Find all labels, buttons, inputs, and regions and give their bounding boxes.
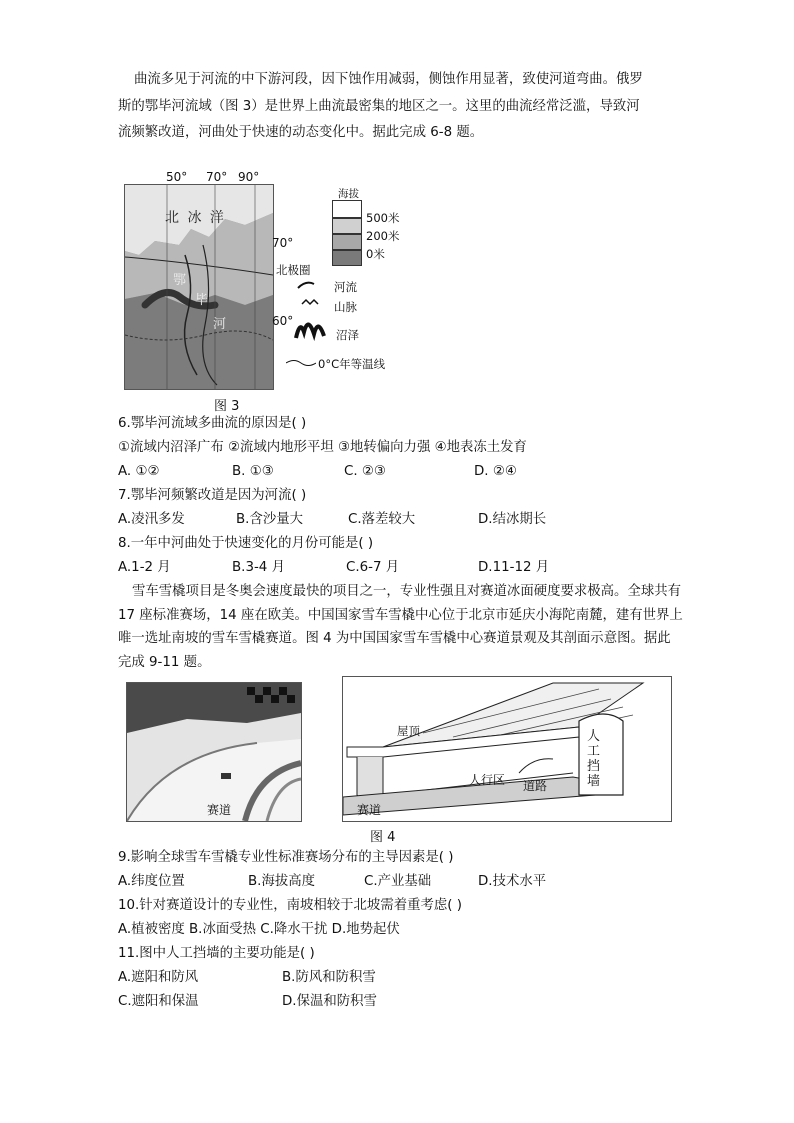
q6-items: ①流域内沼泽广布 ②流域内地形平坦 ③地转偏向力强 ④地表冻土发育 (118, 440, 527, 455)
track-channel (357, 757, 383, 799)
lon-label-70: 70° (206, 170, 228, 184)
lat-label-70: 70° (272, 236, 294, 250)
q6-option-b: B. ①③ (232, 464, 274, 479)
ocean-label: 北 冰 洋 (165, 210, 226, 226)
track-cross-section (343, 677, 671, 821)
legend-swamp: 沼泽 (336, 328, 359, 342)
basin-label-3: 河 (213, 317, 227, 332)
legend-symbols (292, 276, 332, 346)
q11-stem: 11.图中人工挡墙的主要功能是( ) (118, 946, 315, 961)
legend-swatch-low (332, 234, 362, 250)
passage1-line1: 曲流多见于河流的中下游河段，因下蚀作用减弱，侧蚀作用显著，致使河道弯曲。俄罗 (134, 72, 643, 87)
q7-stem: 7.鄂毕河频繁改道是因为河流( ) (118, 488, 307, 503)
q7-option-b: B.含沙量大 (236, 512, 304, 527)
q8-option-c: C.6-7 月 (346, 560, 400, 575)
legend-swatch-sea (332, 250, 362, 266)
q10-stem: 10.针对赛道设计的专业性，南坡相较于北坡需着重考虑( ) (118, 898, 462, 913)
q7-option-c: C.落差较大 (348, 512, 416, 527)
lon-label-90: 90° (238, 170, 260, 184)
photo-track-label: 赛道 (207, 803, 232, 817)
legend-river: 河流 (334, 280, 357, 294)
label-track: 赛道 (357, 803, 382, 817)
label-roof: 屋顶 (397, 724, 420, 738)
q7-option-d: D.结冰期长 (478, 512, 547, 527)
lat-label-60: 60° (272, 314, 294, 328)
label-road: 道路 (523, 779, 548, 793)
legend-title: 海拔 (338, 188, 359, 200)
isotherm-legend-icon (286, 358, 316, 368)
basin-label-1: 鄂 (173, 273, 187, 288)
q6-stem: 6.鄂毕河流域多曲流的原因是( ) (118, 416, 307, 431)
passage1-line3: 流频繁改道，河曲处于快速的动态变化中。据此完成 6-8 题。 (118, 125, 484, 140)
figure4-caption: 图 4 (370, 830, 396, 845)
mountain-legend-icon (302, 300, 318, 304)
passage1-line2: 斯的鄂毕河流域（图 3）是世界上曲流最密集的地区之一。这里的曲流经常泛滥，导致河 (118, 99, 640, 114)
q9-option-b: B.海拔高度 (248, 874, 316, 889)
q9-option-c: C.产业基础 (364, 874, 432, 889)
q9-option-d: D.技术水平 (478, 874, 547, 889)
arctic-circle-label: 北极圈 (276, 263, 311, 277)
q6-option-d: D. ②④ (474, 464, 517, 479)
figure3-map (124, 184, 274, 390)
legend-200: 200米 (366, 229, 400, 243)
figure3-caption: 图 3 (214, 399, 240, 414)
q11-option-c: C.遮阳和保温 (118, 994, 199, 1009)
q8-option-b: B.3-4 月 (232, 560, 285, 575)
figure4-diagram (342, 676, 672, 822)
label-pedestrian: 人行区 (469, 773, 506, 787)
q9-option-a: A.纬度位置 (118, 874, 185, 889)
q6-option-c: C. ②③ (344, 464, 386, 479)
legend-mountain: 山脉 (334, 300, 357, 314)
legend-isotherm: 0°C年等温线 (318, 357, 386, 371)
passage2: 雪车雪橇项目是冬奥会速度最快的项目之一，专业性强且对赛道冰面硬度要求极高。全球共有 17 座标准赛场，14 座在欧美。中国国家雪车雪橇中心位于北京市延庆小海陀南麓，建有世界上唯一选址南坡的雪车雪橇赛道。图 4 为中国国家雪车雪橇中心赛道景观及其剖面示意图。据此完成 9-11 题。 (118, 584, 683, 670)
river-legend-icon (298, 283, 314, 288)
q6-option-a: A. ①② (118, 464, 160, 479)
figure4-photo (126, 682, 302, 822)
q9-stem: 9.影响全球雪车雪橇专业性标准赛场分布的主导因素是( ) (118, 850, 454, 865)
legend-swatch-high (332, 200, 362, 218)
q11-option-b: B.防风和防积雪 (282, 970, 376, 985)
q8-stem: 8.一年中河曲处于快速变化的月份可能是( ) (118, 536, 374, 551)
q7-option-a: A.凌汛多发 (118, 512, 185, 527)
legend-500: 500米 (366, 211, 400, 225)
label-wall: 人工挡墙 (587, 729, 601, 789)
legend-0: 0米 (366, 247, 385, 261)
q8-option-d: D.11-12 月 (478, 560, 550, 575)
q8-option-a: A.1-2 月 (118, 560, 171, 575)
basin-label-2: 毕 (195, 293, 209, 308)
legend-swatch-mid (332, 218, 362, 234)
lon-label-50: 50° (166, 170, 188, 184)
q10-options: A.植被密度 B.冰面受热 C.降水干扰 D.地势起伏 (118, 922, 400, 937)
swamp-legend-icon (296, 324, 324, 338)
q11-option-a: A.遮阳和防风 (118, 970, 199, 985)
q11-option-d: D.保温和防积雪 (282, 994, 377, 1009)
